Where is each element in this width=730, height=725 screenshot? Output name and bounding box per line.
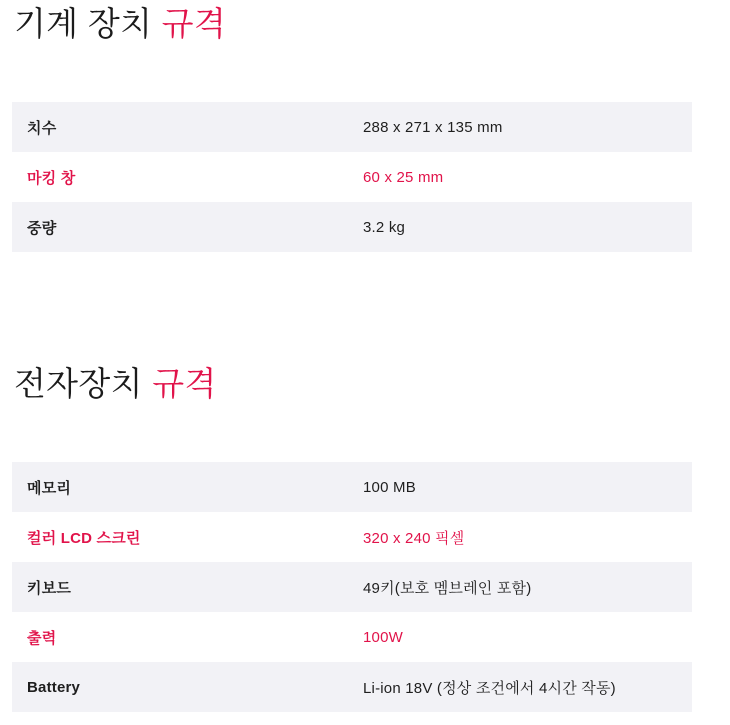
table-row (12, 612, 692, 662)
row-value: 49키(보호 멤브레인 포함) (363, 579, 532, 597)
row-label: 출력 (27, 629, 57, 647)
spec-table (12, 102, 692, 252)
section-title (14, 364, 730, 404)
row-label: 메모리 (27, 479, 72, 497)
row-label: 마킹 창 (27, 169, 76, 187)
row-value: 60 x 25 mm (363, 168, 444, 186)
row-label: Battery (27, 678, 81, 696)
table-row (12, 202, 692, 252)
spec-table (12, 462, 692, 712)
table-row (12, 512, 692, 562)
table-row (12, 462, 692, 512)
row-label: 키보드 (27, 579, 72, 597)
section-title (14, 4, 730, 44)
row-value: Li-ion 18V (정상 조건에서 4시간 작동) (363, 679, 616, 697)
section-title-accent: 규격 (152, 365, 217, 402)
section-title-accent: 규격 (161, 5, 227, 42)
row-value: 100 MB (363, 478, 416, 496)
row-value: 320 x 240 픽셀 (363, 529, 465, 547)
row-value: 100W (363, 628, 403, 646)
table-row (12, 562, 692, 612)
row-label: 중량 (27, 219, 57, 237)
table-row (12, 662, 692, 712)
section-title-text: 전자장치 (14, 365, 153, 402)
row-value: 288 x 271 x 135 mm (363, 118, 503, 136)
section-title-text: 기계 장치 (14, 5, 162, 42)
spec-section (0, 364, 730, 712)
table-row (12, 102, 692, 152)
row-label: 컬러 LCD 스크린 (27, 529, 141, 547)
row-label: 치수 (27, 119, 57, 137)
row-value: 3.2 kg (363, 218, 406, 236)
spec-section (0, 0, 730, 252)
table-row (12, 152, 692, 202)
